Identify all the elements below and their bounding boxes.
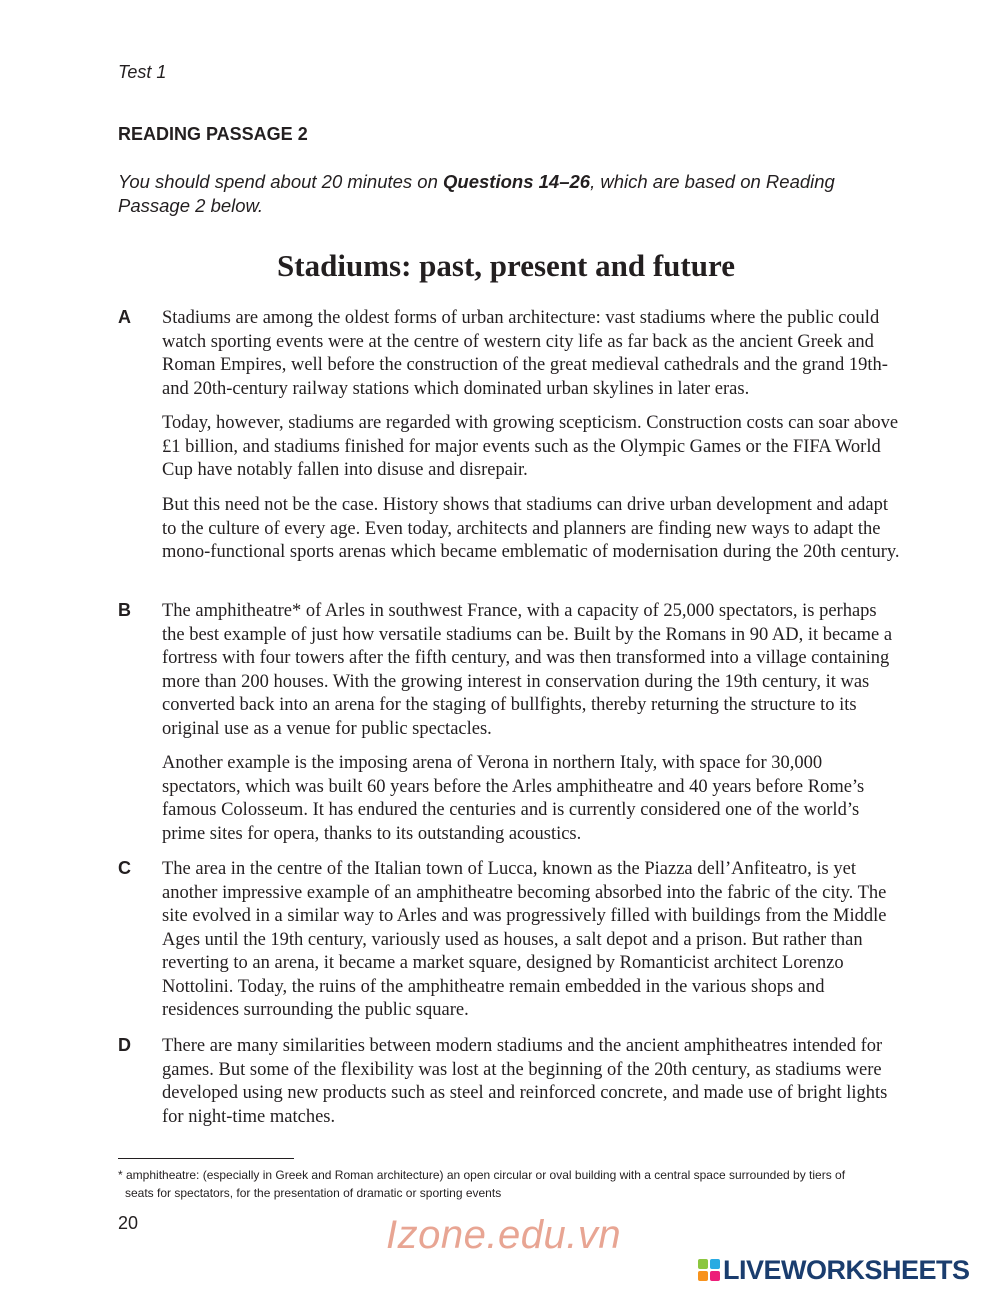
paragraph-a-1: Stadiums are among the oldest forms of urban architecture: vast stadiums where the public could watch sporting events were at the centre of western city life as far back as the ancient Greek and Roman Empires, well before the construction of the great medieval cathedrals and the grand 19th- and 20th-century railway stations which dominated urban skylines in later eras. bbox=[162, 308, 888, 399]
paragraph-d-1: There are many similarities between modern stadiums and the ancient amphitheatres intended for games. But some of the flexibility was lost at the beginning of the 20th century, as stadiums were developed using new products such as steel and reinforced concrete, and made use of bright lights for night-time matches. bbox=[162, 1036, 888, 1127]
liveworksheets-brand-name: LIVEWORKSHEETS bbox=[723, 1254, 970, 1285]
section-letter-d: D bbox=[118, 1035, 131, 1055]
footnote bbox=[118, 1166, 908, 1202]
paragraph-a-3: But this need not be the case. History shows that stadiums can drive urban development and adapt to the culture of every age. Even today, architects and planners are finding new ways to adapt the mono-functional sports arenas which became emblematic of modernisation during the 20th century. bbox=[162, 495, 900, 562]
paragraph-b-2: Another example is the imposing arena of Verona in northern Italy, with space for 30,000 spectators, which was built 60 years before the Arles amphitheatre and 40 years before Rome’s famous Colosseum. It has endured the centuries and is currently considered one of the world’s prime sites for opera, thanks to its outstanding acoustics. bbox=[162, 753, 865, 844]
footnote-line-2: seats for spectators, for the presentation of dramatic or sporting events bbox=[125, 1186, 502, 1200]
liveworksheets-logo-icon bbox=[698, 1259, 720, 1281]
passage-title: Stadiums: past, present and future bbox=[277, 248, 735, 283]
footnote-line-1: * amphitheatre: (especially in Greek and Roman architecture) an open circular or oval building with a central space surrounded by tiers of bbox=[118, 1168, 846, 1182]
test-label: Test 1 bbox=[118, 62, 167, 82]
footnote-divider bbox=[118, 1158, 294, 1159]
page-number: 20 bbox=[118, 1213, 139, 1233]
section-title: READING PASSAGE 2 bbox=[118, 124, 308, 144]
instructions-text-before: You should spend about 20 minutes on bbox=[118, 171, 444, 192]
section-letter-c: C bbox=[118, 858, 131, 878]
paragraph-b-1: The amphitheatre* of Arles in southwest France, with a capacity of 25,000 spectators, is perhaps the best example of just how versatile stadiums can be. Built by the Romans in 90 AD, it became a fortress with four towers after the fifth century, and was then transformed into a village containing more than 200 houses. With the growing interest in conservation during the 19th century, it was converted back into an arena for the staging of bullfights, thereby returning the structure to its original use as a venue for public spectacles. bbox=[162, 601, 893, 739]
paragraph-c-1: The area in the centre of the Italian town of Lucca, known as the Piazza dell’Anfiteatro, is yet another impressive example of an amphitheatre becoming absorbed into the fabric of the city. The site evolved in a similar way to Arles and was progressively filled with buildings from the Middle Ages until the 19th century, variously used as houses, a salt depot and a prison. But rather than reverting to an arena, it became a market square, designed by Romanticist architect Lorenzo Nottolini. Today, the ruins of the amphitheatre remain embedded in the various shops and residences surrounding the public square. bbox=[162, 859, 887, 1020]
instructions-questions-range: Questions 14–26 bbox=[443, 171, 591, 192]
section-letter-a: A bbox=[118, 307, 131, 327]
liveworksheets-logo bbox=[698, 1254, 970, 1286]
watermark: Izone.edu.vn bbox=[386, 1213, 622, 1257]
instructions bbox=[118, 170, 908, 218]
paragraph-a-2: Today, however, stadiums are regarded with growing scepticism. Construction costs can soar above £1 billion, and stadiums finished for major events such as the Olympic Games or the FIFA World Cup have notably fallen into disuse and disrepair. bbox=[162, 413, 899, 480]
section-letter-b: B bbox=[118, 600, 131, 620]
instructions-text-after: , which are based on Reading Passage 2 below. bbox=[118, 171, 835, 216]
